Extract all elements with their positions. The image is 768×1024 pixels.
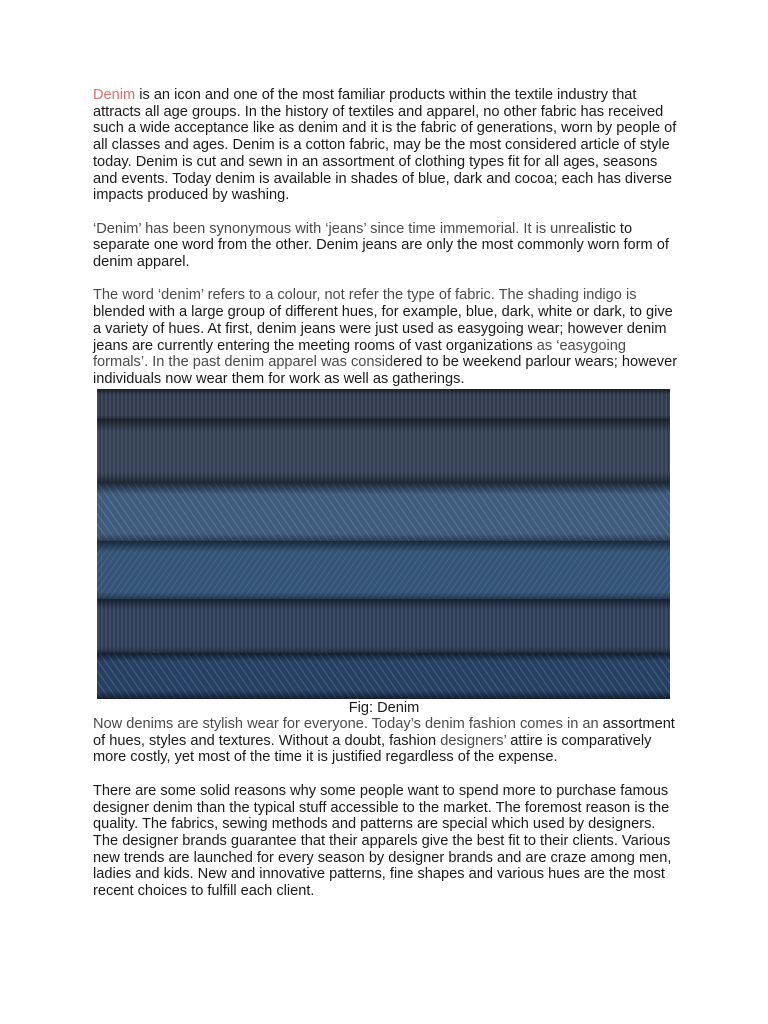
paragraph-colour-part1: The word ‘denim’ refers to a colour, not refer the type of fabric. The shading indigo is [93,287,637,304]
paragraph-colour [93,287,683,387]
paragraph-reasons: There are some solid reasons why some people want to spend more to purchase famous designer denim than the typical stuff accessible to the market. The foremost reason is the quality. The fabrics, sewing methods and patterns are special which used by designers. The designer brands guarantee that their apparels give the best fit to their clients. Various new trends are launched for every season by designer brands and are craze among men, ladies and kids. New and innovative patterns, fine shapes and various hues are the most recent choices to fulfill each client. [93,782,672,900]
article-body-top [93,87,683,388]
denim-fabric-image [97,389,670,699]
paragraph-intro [93,87,683,204]
figure-caption: Fig: Denim [348,700,420,716]
paragraph-fashion-part4: attire is comparatively more costly, yet most of the time it is justified regardless of the expense. [93,732,652,766]
paragraph-fashion-part3: designers’ [440,732,507,749]
paragraph-fashion-part2: assortment of hues, styles and textures. Without a doubt, fashion [93,716,675,749]
paragraph-synonym-part1: ‘Denim’ has been synonymous with ‘jeans’ since time immemorial. It is unrea [93,220,588,237]
paragraph-colour-part2: blended with a large group of different hues, for example, blue, dark, white or dark, to give a variety of hues. At first, denim jeans were just used as easygoing wear; however denim jeans are currently entering the meeting rooms of vast organizations [93,304,673,354]
paragraph-colour-part3: as ‘easygoing formals’. In the past denim apparel was consid [93,337,626,371]
paragraph-colour-part4: ered to be weekend parlour wears; however individuals now wear them for work as well as gatherings. [93,354,678,387]
paragraph-synonym-part2: listic to separate one word from the other. Denim jeans are only the most commonly worn form of denim apparel. [93,220,669,271]
paragraph-fashion [93,716,683,766]
paragraph-synonym [93,221,683,271]
paragraph-fashion-part1: Now denims are stylish wear for everyone. Today’s denim fashion comes in an [93,716,599,732]
paragraph-intro-text: is an icon and one of the most familiar products within the textile industry that attracts all age groups. In the history of textiles and apparel, no other fabric has received such a wide acceptance like as denim and it is the fabric of generations, worn by people of all classes and ages. Denim is a cotton fabric, may be the most considered article of style today. Denim is cut and sewn in an assortment of clothing types fit for all ages, seasons and events. Today denim is available in shades of blue, dark and cocoa; each has diverse impacts produced by washing. [93,87,677,204]
denim-stack-illustration [97,389,670,699]
article-body-bottom [93,716,683,900]
lead-word-denim: Denim [93,87,136,103]
